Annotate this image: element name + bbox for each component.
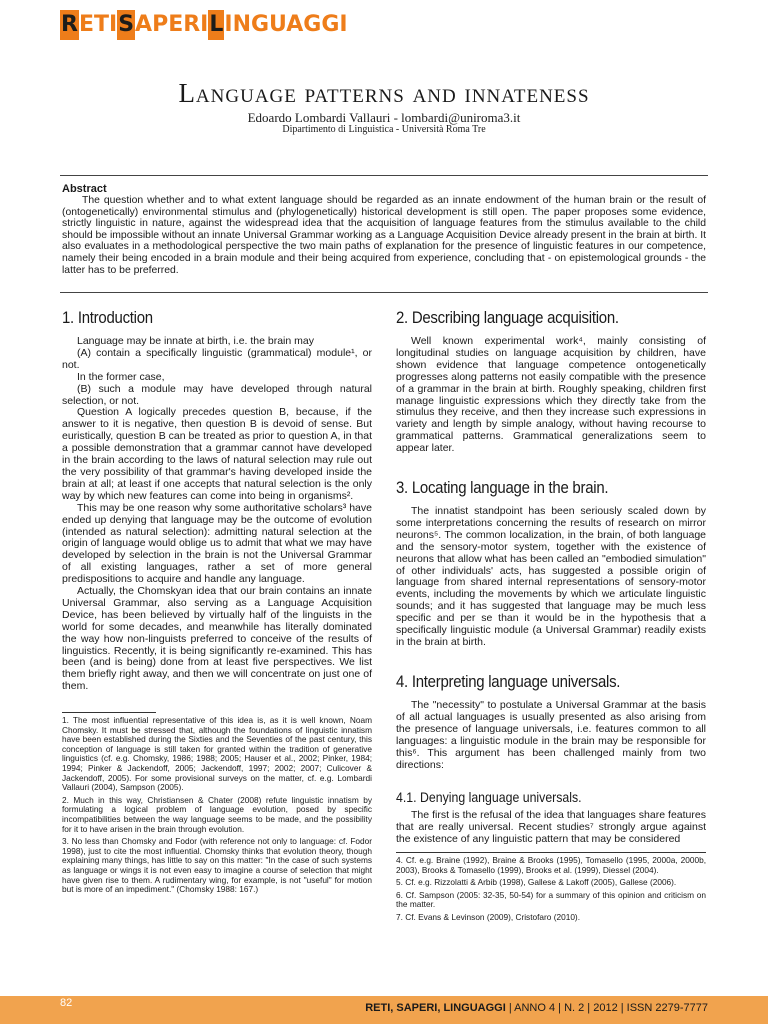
logo-text-aperi: APERI (135, 12, 209, 37)
footnote: 1. The most influential representative of this idea is, as it is well known, Noam Chomsky. It must be stressed that, although the foundations of linguistic innatism have been established during the Sixties and the Seventies of the past century, this conception of language is still taken for granted within the tradition of generative linguistics (cf. e.g. Chomsky, 1986; 1988; 2005; Hauser et al., 2002; Pinker, 1984; 1994; Pinker & Jackendoff, 2005; Jackendoff, 1997; 2002; 2007; Culicover & Jackendoff, 2005). For some provisional surveys on the matter, cf. e.g. Lombardi Vallauri (2004), Sampson (2005). (62, 715, 372, 793)
paragraph: In the former case, (77, 370, 165, 383)
section-4-1-body (396, 810, 706, 846)
section-3-heading: 3. Locating language in the brain. (396, 478, 609, 497)
abstract-bottom-rule (60, 292, 708, 293)
section-3-body (396, 506, 706, 649)
article-title: Language patterns and innateness (178, 78, 590, 108)
footnote-rule (62, 712, 156, 713)
paragraph: This may be one reason why some authoritative scholars³ have ended up denying that language may be the outcome of evolution (intended as natural selection): admitting natural selection at the origin of language would oblige us to admit that what we may have developed by selection in the brain is not the Universal Grammar of all existing languages, rather a set of more general predispositions to acquire and handle any language. (62, 501, 372, 586)
article-affiliation: Dipartimento di Linguistica - Università Roma Tre (282, 124, 486, 135)
left-column-body (62, 336, 372, 693)
journal-name: RETI, SAPERI, LINGUAGGI (365, 1002, 506, 1014)
paragraph: (A) contain a specifically linguistic (grammatical) module¹, or not. (62, 346, 372, 371)
logo-letter-l: L (208, 10, 224, 40)
section-2-heading: 2. Describing language acquisition. (396, 308, 619, 327)
abstract-text: The question whether and to what extent language should be regarded as an innate endowment of the human brain or the result of (ontogenetically) environmental stimulus and (phylogenetically) historical development is still open. The paper proposes some evidence, strictly linguistic in nature, against the widespread idea that the acquisition of language features from the stimulus available to the child should be impossible without an innate Universal Grammar working as a Language Acquisition Device already present in the brain at birth. It also evaluates in a methodological perspective the two main paths of explanation for the presence of linguistic features in our competence, namely their being encoded in a brain module and their being acquired from experience, concluding that - on epistemological grounds - the latter has to be preferred. (62, 195, 706, 276)
section-2-body (396, 336, 706, 455)
right-footnotes (396, 856, 706, 926)
section-4-1-heading: 4.1. Denying language universals. (396, 789, 582, 805)
footnote: 7. Cf. Evans & Levinson (2009), Cristofaro (2010). (396, 911, 581, 922)
footnote: 2. Much in this way, Christiansen & Chater (2008) refute linguistic innatism by formulating a logical problem of language evolution, posed by specific incompatibilities between the way language seems to be made, and the possibility for it to have arisen in the brain through evolution. (62, 794, 372, 834)
logo-text-inguaggi: INGUAGGI (224, 12, 348, 37)
footnote: 6. Cf. Sampson (2005: 32-35, 50-54) for a summary of this opinion and criticism on the matter. (396, 889, 706, 910)
footnote: 5. Cf. e.g. Rizzolatti & Arbib (1998), Gallese & Lakoff (2005), Gallese (2006). (396, 877, 677, 888)
paragraph: Language may be innate at birth, i.e. the brain may (77, 335, 314, 347)
right-footnote-rule (396, 852, 706, 853)
logo-letter-s: S (117, 10, 135, 40)
abstract-heading: Abstract (62, 183, 107, 195)
section-1-heading: 1. Introduction (62, 308, 153, 327)
journal-issue: | ANNO 4 | N. 2 | 2012 | ISSN 2279-7777 (505, 1002, 708, 1014)
paragraph: Question A logically precedes question B, because, if the answer to it is negative, then question B is devoid of sense. But euristically, question B can be treated as prior to question A, in that a possible demonstration that a grammar cannot have developed in the brain according to the laws of natural selection may rule out the very possibility of that grammar's having developed inside the brain at all; at least if one accepts that natural selection is the only way by which new features can come into being in organisms². (62, 406, 372, 502)
page-number: 82 (60, 997, 73, 1009)
logo-text-eti: ETI (78, 12, 118, 37)
article-author: Edoardo Lombardi Vallauri - lombardi@uniroma3.it (247, 110, 521, 125)
paragraph: (B) such a module may have developed through natural selection, or not. (62, 382, 372, 407)
journal-logo (60, 10, 348, 40)
section-4-heading: 4. Interpreting language universals. (396, 672, 621, 691)
section-4-body (396, 700, 706, 771)
journal-citation (365, 1002, 708, 1014)
footnote: 3. No less than Chomsky and Fodor (with reference not only to language: cf. Fodor 1998), just to cite the most influential. Chomsky thinks that evolution theory, though explaining many things, has little to say on this matter: "In the case of such systems as language or wings it is not even easy to imagine a course of selection that might have given rise to them. A rudimentary wing, for example, is not "useful" for motion but is more of an impediment." (Chomsky 1988: 167.) (62, 836, 372, 895)
logo-letter-r: R (60, 10, 79, 40)
paragraph: Actually, the Chomskyan idea that our brain contains an innate Universal Grammar, also serving as a Language Acquisition Device, has been believed by virtually half of the linguists in the world for some decades, and meanwhile has literally dominated the way how non-linguists preferred to conceive of the results of linguistics. Recently, it is being significantly re-examined. This has been (and is being) done from at least five perspectives. We list them briefly right away, and then we will concentrate on just one of them. (62, 585, 372, 693)
paragraph: The first is the refusal of the idea that languages share features that are really universal. Recent studies⁷ strongly argue against the existence of any linguistic pattern that may be considered (396, 809, 706, 845)
paragraph: The "necessity" to postulate a Universal Grammar at the basis of all actual languages is usually presented as also arising from the presence of language universals, i.e. features common to all languages: a linguistic module in the brain may be responsible for this⁶. This argument has been challenged mainly from two directions: (396, 699, 706, 771)
left-footnotes (62, 716, 372, 898)
paragraph: Well known experimental work⁴, mainly consisting of longitudinal studies on language acquisition by children, have shown evidence that language competence ontogenetically progresses along patterns not easily compatible with the presence of a grammar in the brain at birth. Roughly speaking, children first manage linguistic expressions which they directly take from the stimulus they receive, and then they increase such expressions in variety and length by simple analogy, without having recourse to grammatical patterns. Grammatical generalizations seem to appear later. (396, 335, 706, 455)
paragraph: The innatist standpoint has been seriously scaled down by some interpretations concerning the results of research on mirror neurons⁵. The common localization, in the brain, of both language and the sensory-motor system, together with the existence of neurons that allow what has been called an "embodied simulation" of other individuals' acts, has suggested a possible origin of language from shared internal representations of sensory-motor events, including the movements by which we articulate linguistic sounds; and it has suggested that language may be much less specific and per se than it would be in the hypothesis that a specifically linguistic module (a Universal Grammar) readily exists in the brain at birth. (396, 505, 706, 648)
footnote: 4. Cf. e.g. Braine (1992), Braine & Brooks (1995), Tomasello (1995, 2000a, 2000b, 2003), Brooks & Tomasello (1999), Brooks et al. (1999), Diessel (2004). (396, 855, 706, 875)
abstract-top-rule (60, 175, 708, 176)
